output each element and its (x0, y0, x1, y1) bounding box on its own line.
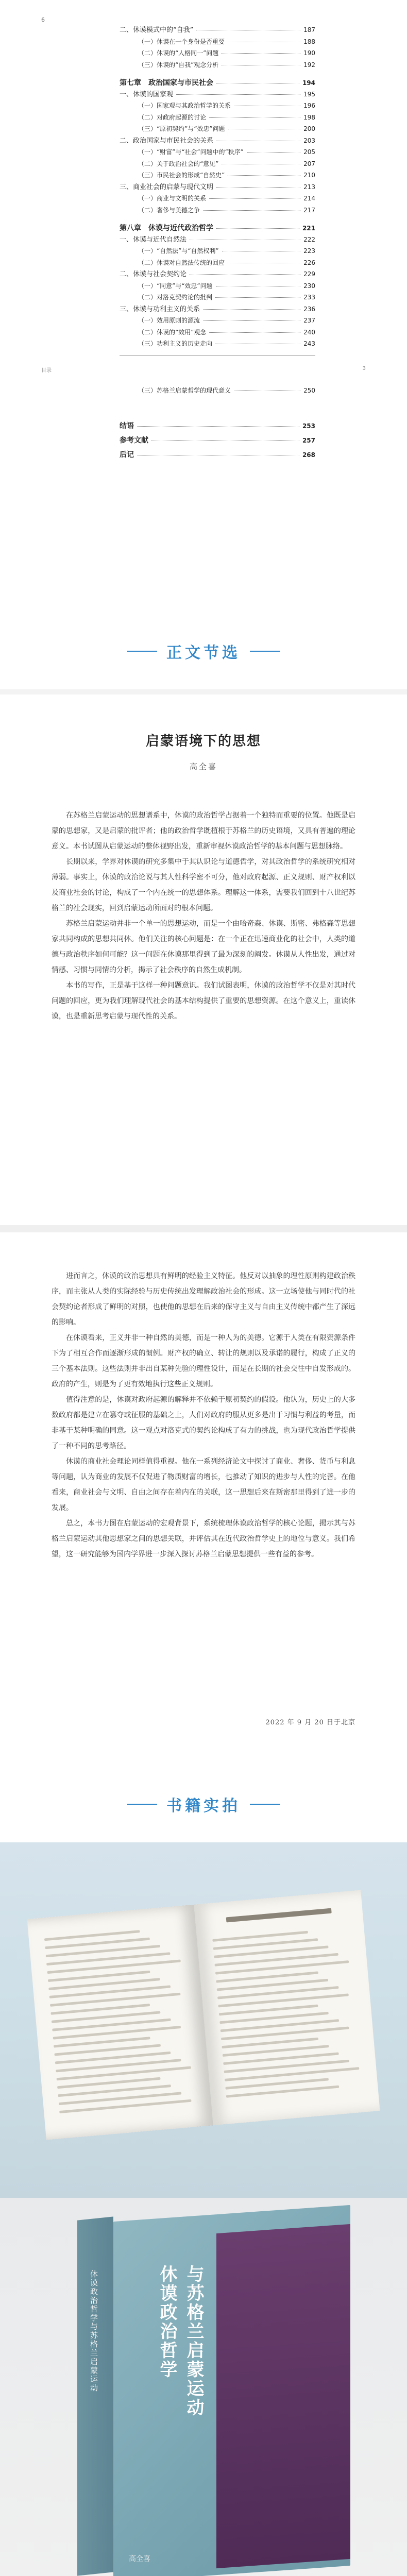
toc-entry: （一）商业与文明的关系 214 (138, 195, 315, 202)
banner-bar-right (250, 651, 280, 652)
toc-entry: （二）对洛克契约论的批判 233 (138, 294, 315, 301)
toc-entry: （一）国家观与其政治哲学的关系 196 (138, 102, 315, 109)
toc-page-footer (41, 366, 366, 374)
toc-entry: （三）“原初契约”与“效忠”问题 200 (138, 125, 315, 132)
excerpt-paragraph: 在苏格兰启蒙运动的思想谱系中，休谟的政治哲学占据着一个独特而重要的位置。他既是启蒙的思想家，又是启蒙的批评者；他的政治哲学既植根于苏格兰的历史语境，又具有普遍的理论意义。本书试图从启蒙运动的整体视野出发，重新审视休谟政治哲学的基本问题与思想脉络。 (52, 811, 355, 851)
excerpt-paragraph: 长期以来，学界对休谟的研究多集中于其认识论与道德哲学，对其政治哲学的系统研究相对薄弱。事实上，休谟的政治论说与其人性科学密不可分，他对政府起源、正义规则、财产权利以及商业社会的讨论，构成了一个内在统一的思想体系。理解这一体系，需要我们回到十八世纪苏格兰的社会现实，回到启蒙运动所面对的根本问题。 (52, 858, 355, 912)
section-banner-excerpt (0, 613, 407, 689)
banner-bar-right (250, 1804, 280, 1805)
cover-title-line1: 休谟政治哲学 (157, 2265, 177, 2379)
toc-entry: （二）关于政治社会的“意见” 207 (138, 160, 315, 167)
toc-entry: 二、休谟与社会契约论 229 (120, 270, 315, 278)
toc-entry: （三）功利主义的历史走向 243 (138, 340, 315, 347)
banner-title: 正文节选 (166, 644, 241, 662)
excerpt-paragraph: 苏格兰启蒙运动并非一个单一的思想运动，而是一个由哈奇森、休谟、斯密、弗格森等思想家共同构成的思想共同体。他们关注的核心问题是：在一个正在迅速商业化的社会中，人类的道德与政治秩序如何可能？这一问题在休谟那里得到了最为深刻的阐发。休谟从人性出发，通过对情感、习惯与同情的分析，揭示了社会秩序的自然生成机制。 (52, 920, 355, 974)
toc-entry: （一）“财富”与“社会”问题中的“秩序” 205 (138, 148, 315, 156)
excerpt-paragraph: 本书的写作，正是基于这样一种问题意识。我们试图表明，休谟的政治哲学不仅是对其时代问题的回应，更为我们理解现代社会的基本结构提供了重要的思想资源。在这个意义上，重读休谟，也是重新思考启蒙与现代性的关系。 (52, 981, 355, 1021)
excerpt-paragraph: 进而言之，休谟的政治思想具有鲜明的经验主义特征。他反对以抽象的理性原则构建政治秩序，而主张从人类的实际经验与历史传统出发理解政治社会的形成。这一立场使他与同时代的社会契约论者形成了鲜明的对照，也使他的思想在后来的保守主义与自由主义传统中都产生了深远的影响。 (52, 1272, 355, 1327)
toc-entry: 参考文献 257 (120, 436, 315, 445)
toc-list (120, 27, 315, 352)
toc-entry: （一）效用原则的源流 237 (138, 317, 315, 324)
toc-entry: （三）市民社会的形成“自然史” 210 (138, 172, 315, 179)
excerpt-paragraph: 休谟的商业社会理论同样值得重视。他在一系列经济论文中探讨了商业、奢侈、货币与利息等问题，认为商业的发展不仅促进了物质财富的增长，也推动了知识的进步与人性的完善。在他看来，商业社会与文明、自由之间存在着内在的关联，这一思想后来在斯密那里得到了进一步的发展。 (52, 1458, 355, 1512)
excerpt-title: 启蒙语境下的思想 (145, 734, 261, 749)
toc-entry: 第七章 政治国家与市民社会 194 (120, 79, 315, 87)
toc-entry: 三、商业社会的启蒙与现代文明 213 (120, 183, 315, 191)
toc-page (0, 0, 407, 613)
toc-entry: 第八章 休谟与近代政治哲学 221 (120, 224, 315, 232)
open-book-right-page (194, 1890, 380, 2125)
toc-entry: 三、休谟与功利主义的关系 236 (120, 305, 315, 313)
excerpt-paragraph: 值得注意的是，休谟对政府起源的解释并不依赖于原初契约的假设。他认为，历史上的大多数政府都是建立在篡夺或征服的基础之上，人们对政府的服从更多是出于习惯与利益的考量，而非基于某种明确的同意。这一观点对洛克式的契约论构成了有力的挑战，也为现代政治哲学提供了一种不同的思考路径。 (52, 1396, 355, 1450)
toc-entry: （一）休谟在一个身份是否重要 188 (138, 38, 315, 45)
book-photo-cover-angle (0, 2198, 407, 2576)
toc-footer-right: 3 (362, 366, 366, 371)
toc-back-matter (120, 422, 315, 466)
excerpt-body (52, 808, 355, 1024)
excerpt-signature: 2022 年 9 月 20 日于北京 (265, 1719, 355, 1726)
toc-footer-left: 目录 (41, 368, 52, 374)
book-cover-angled (0, 2198, 407, 2576)
toc-tail-entry: （三）苏格兰启蒙哲学的现代意义 250 (138, 387, 315, 394)
banner-bar-left (127, 1804, 157, 1805)
book-photo-open (0, 1842, 407, 2198)
cover-title-line2: 与苏格兰启蒙运动 (183, 2265, 204, 2417)
toc-entry: （二）休谟的“效用”观念 240 (138, 328, 315, 336)
toc-tail (120, 387, 315, 399)
toc-entry: （一）“同意”与“效忠”问题 230 (138, 282, 315, 290)
banner-bar-left (127, 651, 157, 652)
section-banner-photos (0, 1766, 407, 1842)
open-book-image (27, 1890, 380, 2140)
toc-entry: （一）“自然法”与“自然权利” 223 (138, 247, 315, 255)
excerpt-body-continued (52, 1268, 355, 1562)
excerpt-page-2 (0, 1225, 407, 1766)
excerpt-author: 高全喜 (189, 762, 217, 771)
toc-entry: 二、休谟模式中的“自我” 187 (120, 26, 315, 34)
toc-entry: （二）奢侈与美德之争 217 (138, 206, 315, 214)
excerpt-page-1 (0, 689, 407, 1225)
toc-entry: （二）对政府起源的讨论 198 (138, 113, 315, 121)
toc-entry: （二）休谟对自然法传统的回应 226 (138, 259, 315, 266)
open-book-left-page (27, 1905, 213, 2140)
toc-divider (120, 355, 315, 356)
toc-entry: （二）休谟的“人格同一”问题 190 (138, 49, 315, 57)
toc-entry: 一、休谟与近代自然法 222 (120, 235, 315, 244)
excerpt-paragraph: 总之，本书力图在启蒙运动的宏观背景下，系统梳理休谟政治哲学的核心论题，揭示其与苏格兰启蒙运动其他思想家之间的思想关联，并评估其在近代政治哲学史上的地位与意义。我们希望，这一研究能够为国内学界进一步深入探讨苏格兰启蒙思想提供一些有益的参考。 (52, 1519, 355, 1558)
cover-author: 高全喜 (129, 2555, 150, 2563)
toc-entry: （三）休谟的“自我”观念分析 192 (138, 61, 315, 69)
toc-entry: 二、政治国家与市民社会的关系 203 (120, 137, 315, 145)
banner-title: 书籍实拍 (166, 1797, 241, 1815)
toc-entry: 一、休谟的国家观 195 (120, 90, 315, 98)
excerpt-paragraph: 在休谟看来，正义并非一种自然的美德，而是一种人为的美德。它源于人类在有限资源条件下为了相互合作而逐渐形成的惯例。财产权的确立、转让的规则以及承诺的履行，构成了正义的三个基本法则。这些法则并非出自某种先验的理性设计，而是在长期的社会交往中自发形成的。政府的产生，则是为了更有效地执行这些正义规则。 (52, 1334, 355, 1388)
toc-page-number: 6 (41, 16, 45, 23)
toc-entry: 结语 253 (120, 422, 315, 430)
toc-entry: 后记 268 (120, 451, 315, 459)
spine-title: 休谟政治哲学与苏格兰启蒙运动 (89, 2270, 98, 2393)
book-cover-band (216, 2224, 350, 2568)
